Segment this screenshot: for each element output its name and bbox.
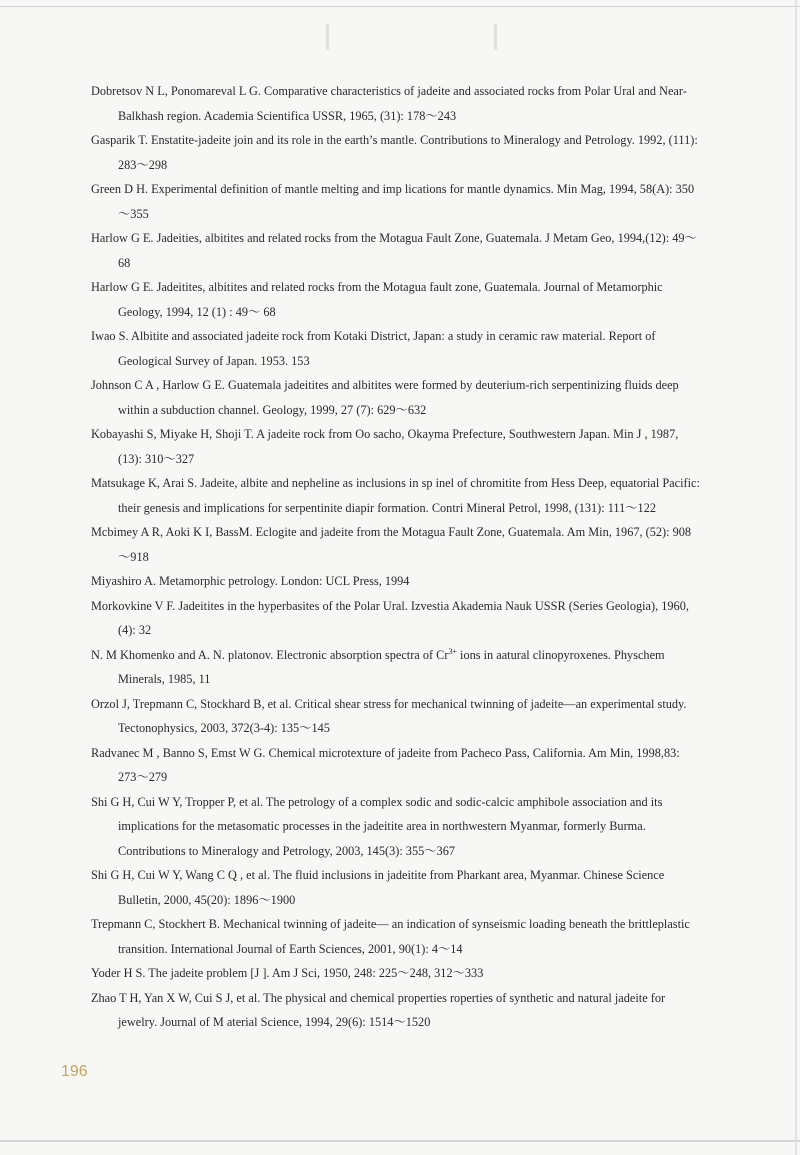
reference-item: Dobretsov N L, Ponomareval L G. Comparative characteristics of jadeite and associated rocks from Polar Ural and Near-Balkhash region. Academia Scientifica USSR, 1965, (31): 178～243 (91, 84, 687, 123)
reference-item: Gasparik T. Enstatite-jadeite join and its role in the earth’s mantle. Contributions to Mineralogy and Petrology. 1992, (111): 283～298 (91, 133, 698, 172)
reference-item: Mcbimey A R, Aoki K I, BassM. Eclogite and jadeite from the Motagua Fault Zone, Guatemala. Am Min, 1967, (52): 908～918 (91, 525, 692, 564)
reference-item: Shi G H, Cui W Y, Tropper P, et al. The petrology of a complex sodic and sodic-calcic amphibole association and its implications for the metasomatic processes in the jadeitite area in northwestern Myanmar, formerly Burma. Contributions to Mineralogy and Petrology, 2003, 145(3): 355～367 (91, 794, 663, 858)
reference-item: Harlow G E. Jadeitites, albitites and related rocks from the Motagua fault zone, Guatemala. Journal of Metamorphic Geology, 1994, 12 (1) : 49～ 68 (91, 280, 663, 319)
scan-mark (326, 24, 329, 50)
reference-item: Miyashiro A. Metamorphic petrology. London: UCL Press, 1994 (91, 574, 410, 588)
reference-item: Harlow G E. Jadeities, albitites and related rocks from the Motagua Fault Zone, Guatemala. J Metam Geo, 1994,(12): 49～68 (91, 231, 697, 270)
page-right-edge (795, 0, 797, 1155)
reference-item: Zhao T H, Yan X W, Cui S J, et al. The physical and chemical properties roperties of synthetic and natural jadeite for jewelry. Journal of M aterial Science, 1994, 29(6): 1514～1520 (91, 990, 666, 1029)
reference-item: Johnson C A , Harlow G E. Guatemala jadeitites and albitites were formed by deuterium-rich serpentinizing fluids deep within a subduction channel. Geology, 1999, 27 (7): 629～632 (91, 378, 679, 417)
superscript-charge: 3+ (448, 646, 457, 656)
page-bottom-edge (0, 1140, 800, 1142)
reference-text: ions in aatural clinopyroxenes. Physchem Minerals, 1985, 11 (118, 647, 665, 686)
reference-text: N. M Khomenko and A. N. platonov. Electronic absorption spectra of Cr (91, 647, 449, 662)
page-top-edge (0, 6, 800, 7)
reference-item: Yoder H S. The jadeite problem [J ]. Am J Sci, 1950, 248: 225～248, 312～333 (91, 966, 484, 980)
reference-item: Orzol J, Trepmann C, Stockhard B, et al. Critical shear stress for mechanical twinning of jadeite—an experimental study. Tectonophysics, 2003, 372(3-4): 135～145 (91, 696, 687, 735)
reference-list (91, 79, 701, 1035)
reference-item: Radvanec M , Banno S, Emst W G. Chemical microtexture of jadeite from Pacheco Pass, California. Am Min, 1998,83: 273～279 (91, 745, 680, 784)
reference-item: Morkovkine V F. Jadeitites in the hyperbasites of the Polar Ural. Izvestia Akademia Nauk USSR (Series Geologia), 1960,(4): 32 (91, 598, 689, 637)
reference-item: Kobayashi S, Miyake H, Shoji T. A jadeite rock from Oo sacho, Okayma Prefecture, Southwestern Japan. Min J , 1987,(13): 310～327 (91, 427, 679, 466)
reference-item: Trepmann C, Stockhert B. Mechanical twinning of jadeite— an indication of synseismic loading beneath the brittleplastic transition. International Journal of Earth Sciences, 2001, 90(1): 4～14 (91, 917, 690, 956)
scan-mark (494, 24, 497, 50)
reference-item: Shi G H, Cui W Y, Wang C Q , et al. The fluid inclusions in jadeitite from Pharkant area, Myanmar. Chinese Science Bulletin, 2000, 45(20): 1896～1900 (91, 868, 665, 907)
reference-item-khomenko (91, 643, 701, 692)
page-number: 196 (61, 1063, 88, 1080)
reference-item: Iwao S. Albitite and associated jadeite rock from Kotaki District, Japan: a study in ceramic raw material. Report of Geological Survey of Japan. 1953. 153 (91, 329, 656, 368)
reference-item: Green D H. Experimental definition of mantle melting and imp lications for mantle dynamics. Min Mag, 1994, 58(A): 350～355 (91, 182, 695, 221)
reference-item: Matsukage K, Arai S. Jadeite, albite and nepheline as inclusions in sp inel of chromitite from Hess Deep, equatorial Pacific: their genesis and implications for serpentinite diapir formation. Contri Mineral Petrol, 1998, (131): 111～122 (91, 476, 700, 515)
